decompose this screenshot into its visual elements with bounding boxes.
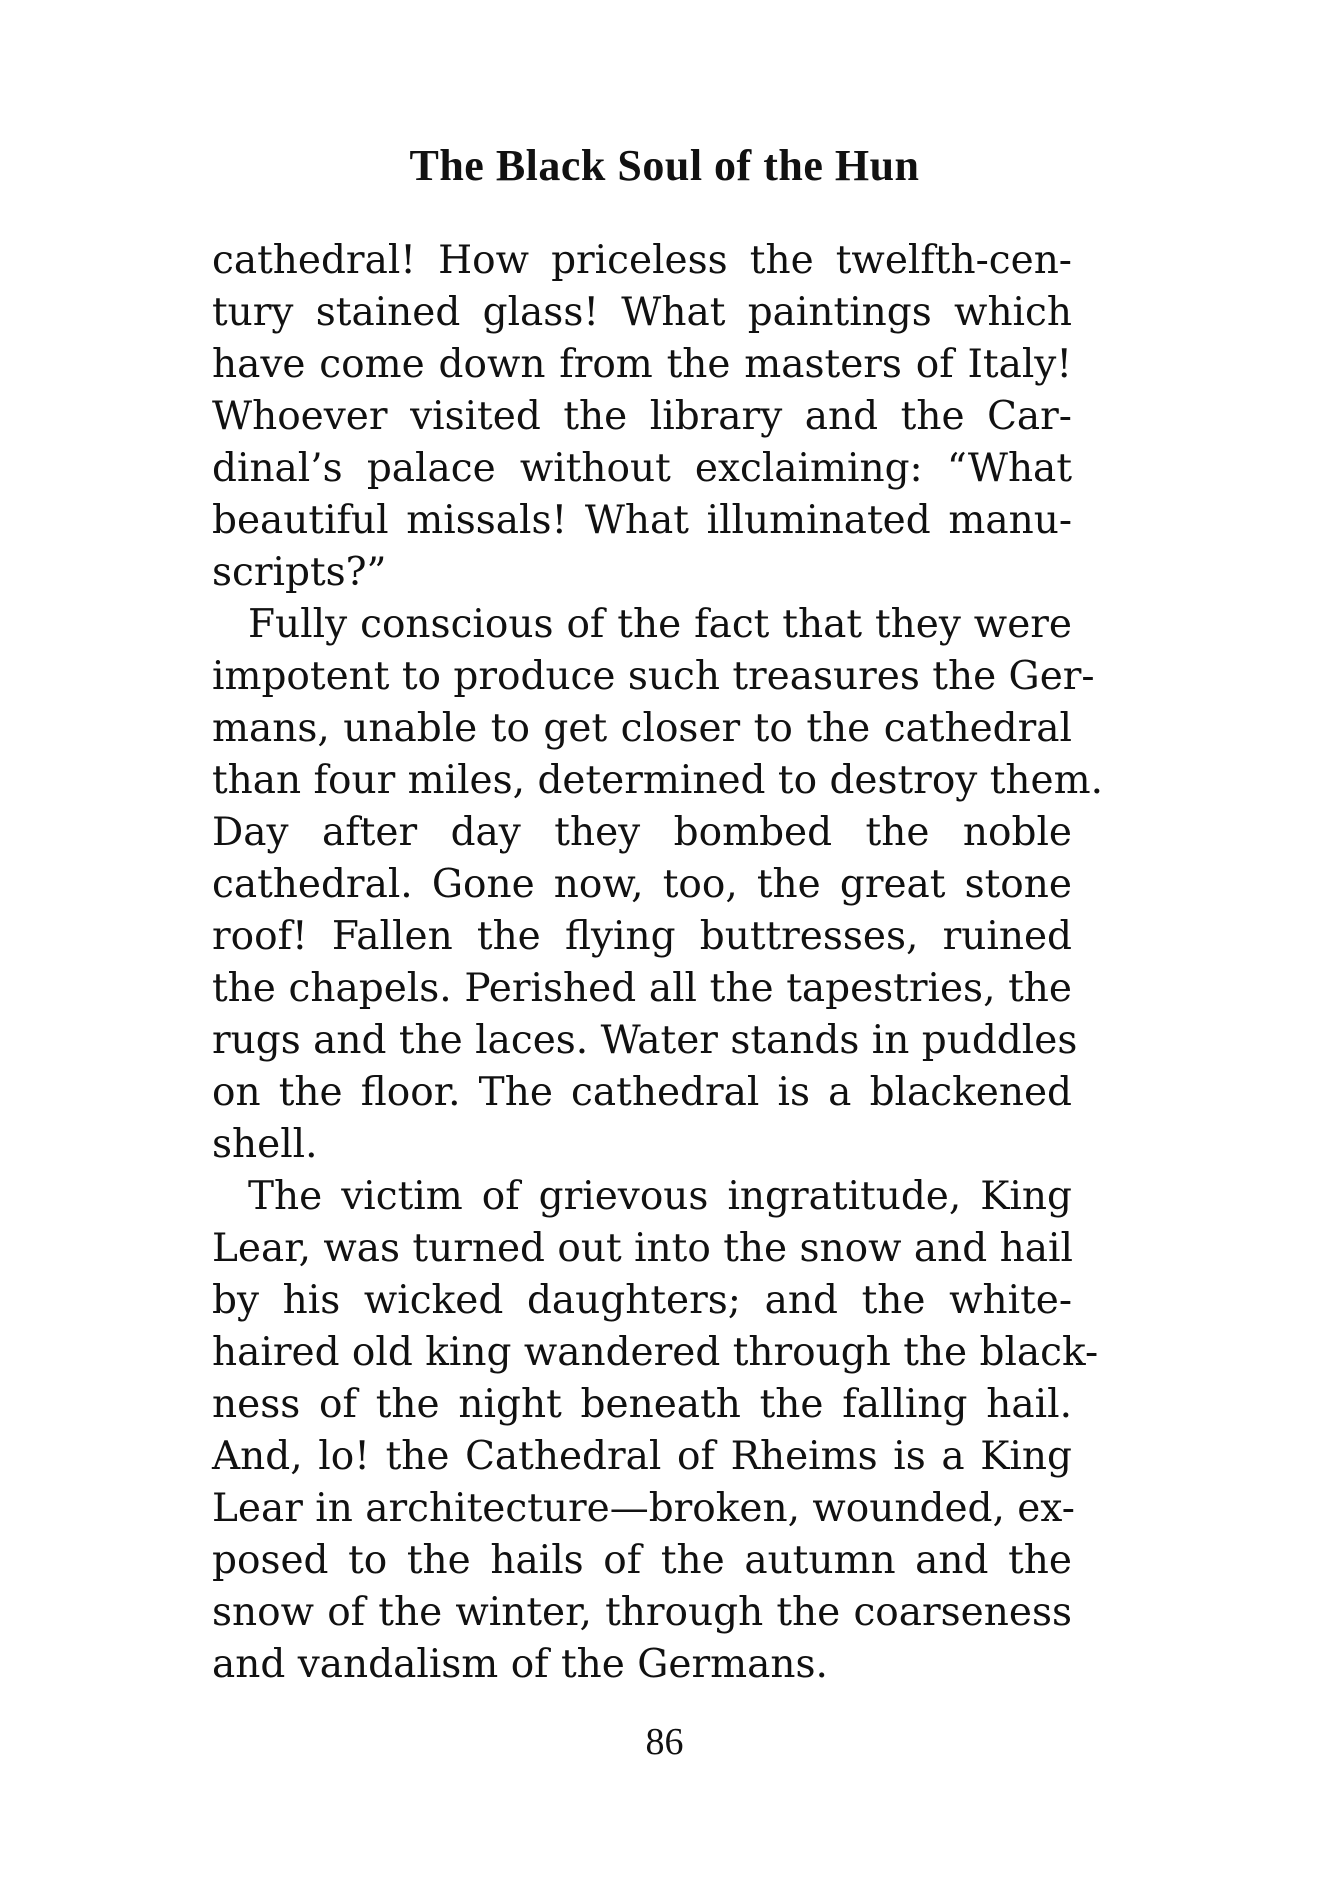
running-title: The Black Soul of the Hun — [409, 141, 920, 190]
text-line: shell. — [212, 1122, 318, 1167]
text-line: And, lo! the Cathedral of Rheims is a King — [212, 1434, 1072, 1479]
text-line: The victim of grievous ingratitude, King — [248, 1174, 1072, 1219]
text-line: Lear in architecture—broken, wounded, ex- — [212, 1486, 1075, 1531]
text-line: on the floor. The cathedral is a blackened — [212, 1070, 1072, 1115]
text-line: mans, unable to get closer to the cathedral — [212, 706, 1072, 751]
text-line: beautiful missals! What illuminated manu- — [212, 498, 1072, 543]
text-line: impotent to produce such treasures the Ger- — [212, 654, 1095, 699]
text-line: rugs and the laces. Water stands in puddles — [212, 1018, 1078, 1063]
text-line: posed to the hails of the autumn and the — [212, 1538, 1072, 1583]
text-line: ness of the night beneath the falling hail. — [212, 1382, 1072, 1427]
text-line: Whoever visited the library and the Car- — [212, 394, 1072, 439]
paragraph — [212, 599, 1103, 1171]
paragraph — [212, 235, 1072, 599]
text-line: and vandalism of the Germans. — [212, 1642, 828, 1687]
text-line: have come down from the masters of Italy! — [212, 342, 1072, 387]
text-line: roof! Fallen the flying buttresses, ruined — [212, 914, 1072, 959]
text-line: Day after day they bombed the noble — [212, 810, 1072, 855]
text-line: scripts?” — [212, 550, 387, 595]
text-line: by his wicked daughters; and the white- — [212, 1278, 1072, 1323]
paragraph — [212, 1171, 1099, 1691]
text-line: snow of the winter, through the coarseness — [212, 1590, 1072, 1635]
text-line: Lear, was turned out into the snow and hail — [212, 1226, 1073, 1271]
text-line: the chapels. Perished all the tapestries, the — [212, 966, 1072, 1011]
body-text — [212, 235, 1103, 1691]
text-line: cathedral. Gone now, too, the great stone — [212, 862, 1072, 907]
text-line: cathedral! How priceless the twelfth-cen- — [212, 238, 1072, 283]
text-line: tury stained glass! What paintings which — [212, 290, 1072, 335]
text-line: Fully conscious of the fact that they were — [248, 602, 1072, 647]
text-line: dinal’s palace without exclaiming: “What — [212, 446, 1072, 491]
text-line: haired old king wandered through the black- — [212, 1330, 1099, 1375]
text-line: than four miles, determined to destroy them. — [212, 758, 1103, 803]
page-number: 86 — [645, 1721, 684, 1763]
